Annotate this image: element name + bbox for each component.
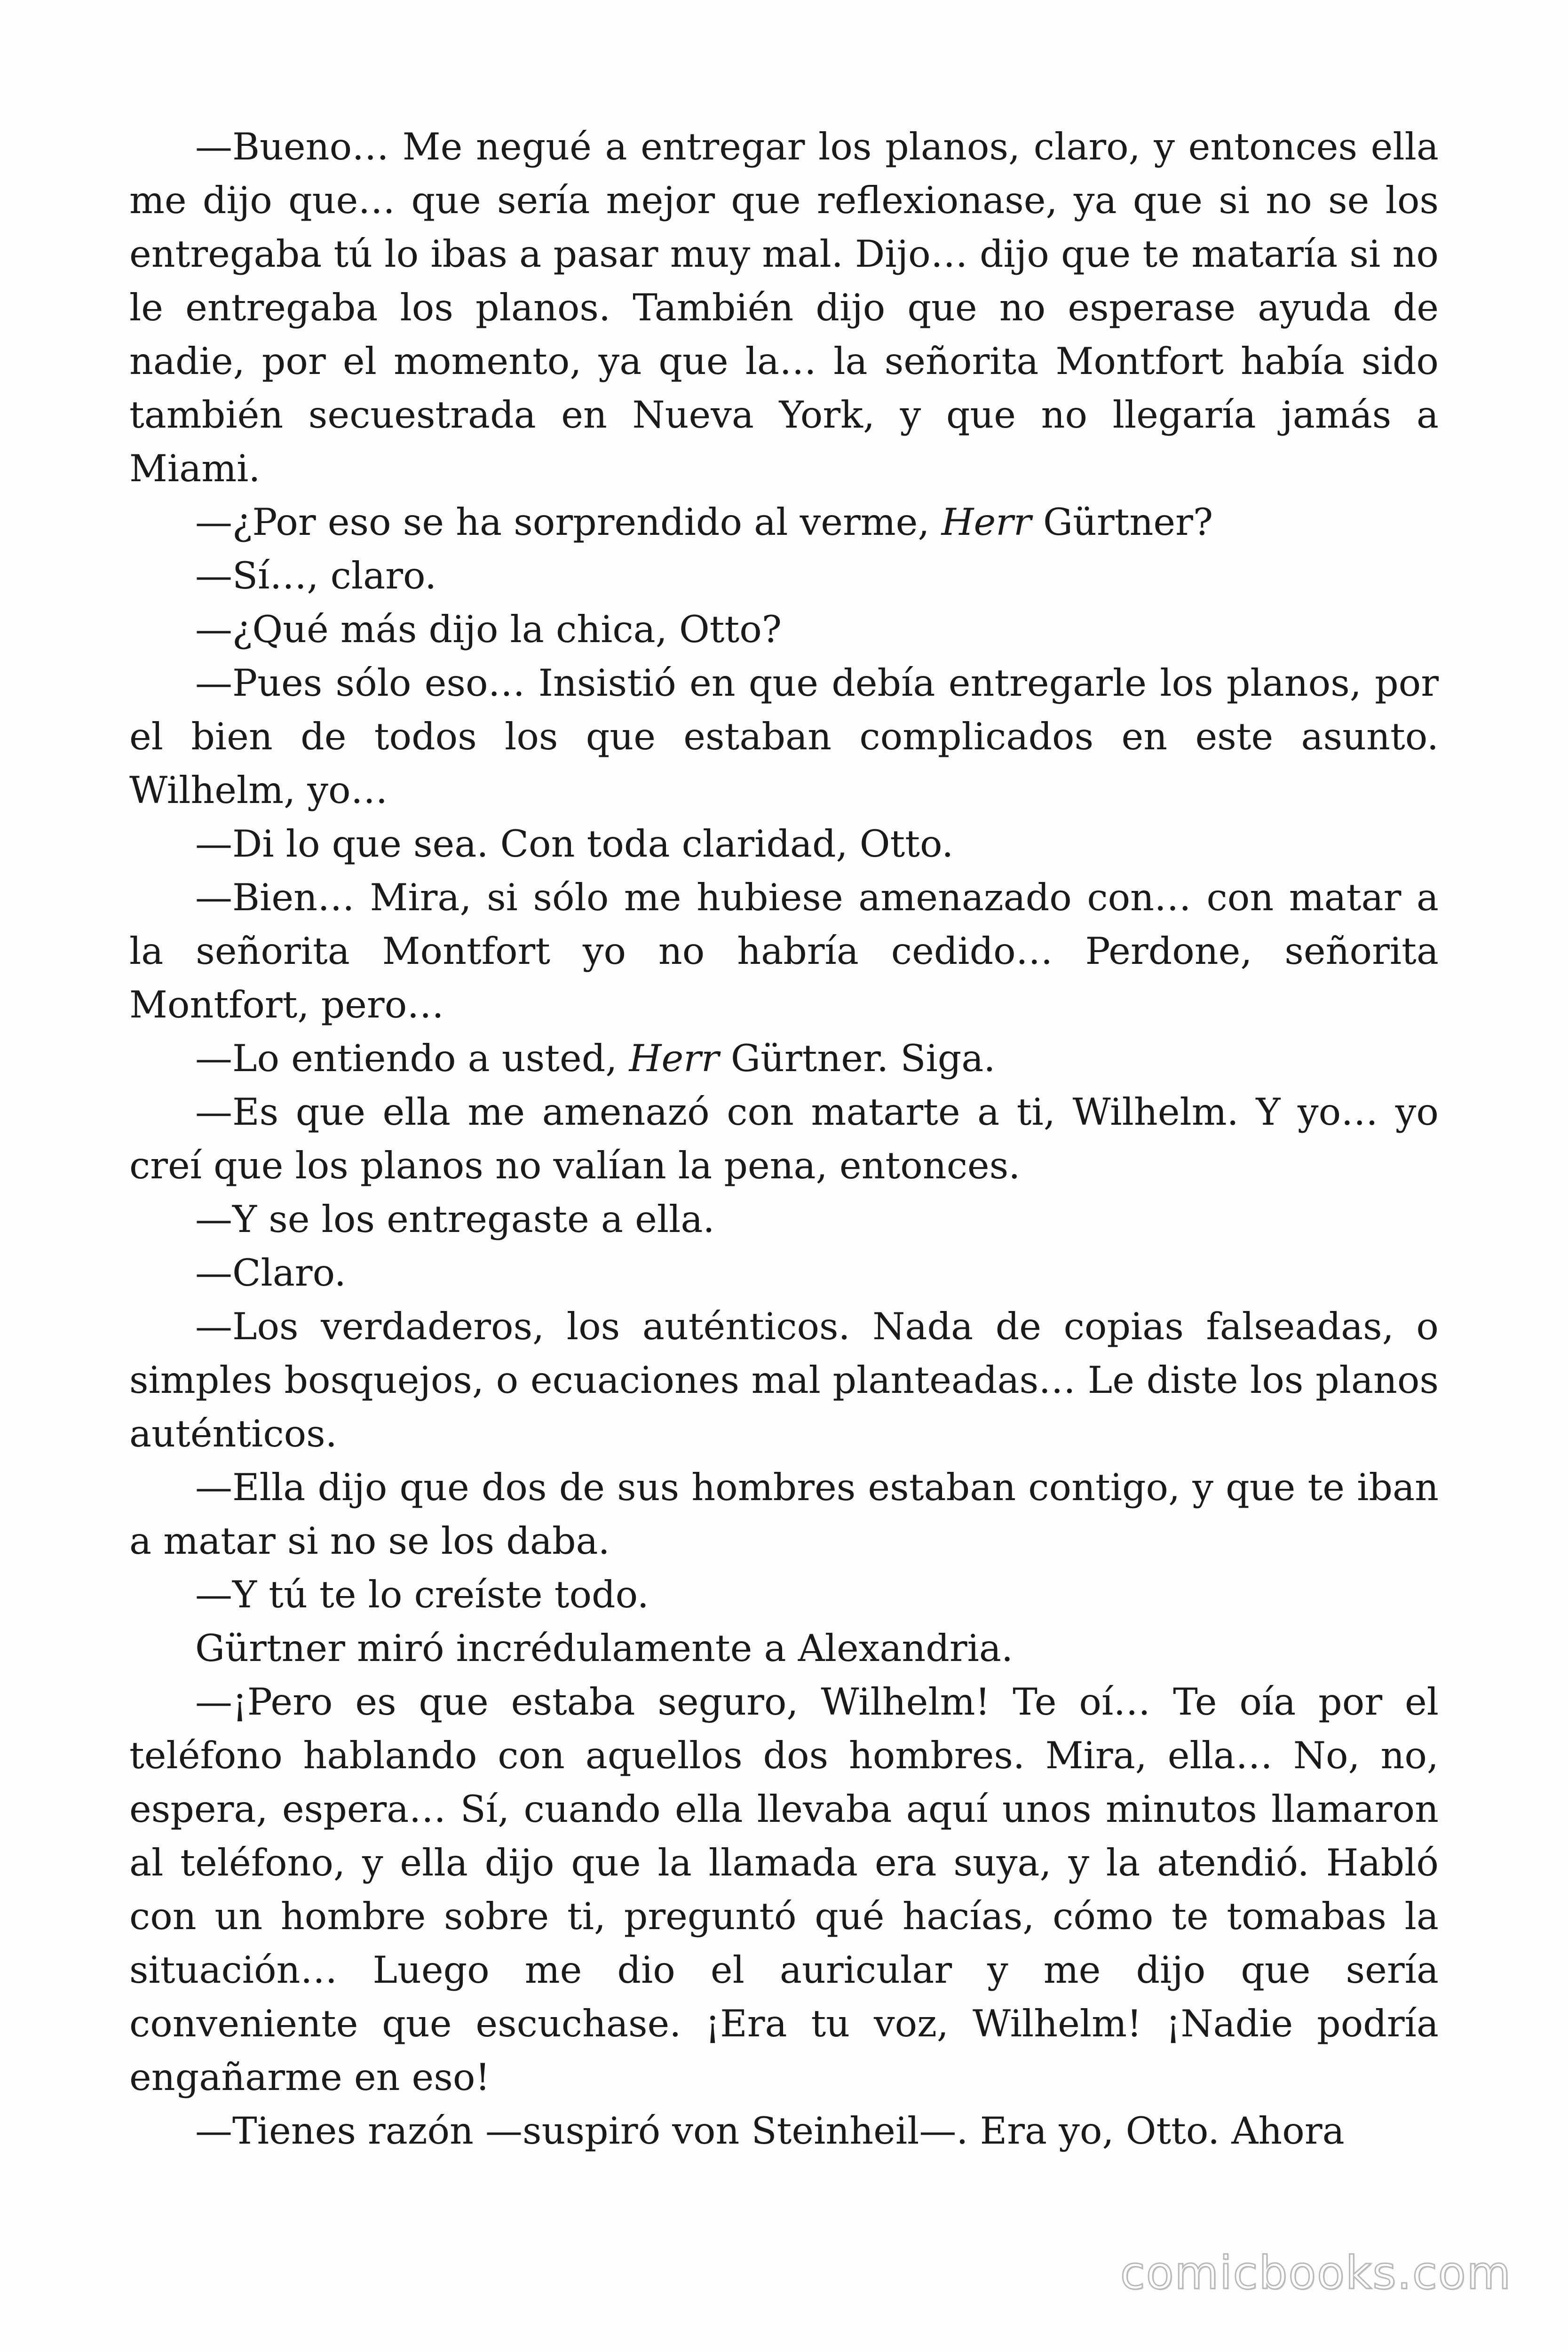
paragraph — [129, 1192, 1439, 1246]
watermark: comicbooks.com — [1120, 2247, 1512, 2299]
paragraph — [129, 549, 1439, 603]
text-run: —Y se los entregaste a ella. — [195, 1198, 715, 1241]
paragraph — [129, 1300, 1439, 1461]
paragraph — [129, 1621, 1439, 1675]
text-run: —Lo entiendo a usted, — [195, 1037, 629, 1080]
italic-text: Herr — [629, 1037, 719, 1080]
paragraph — [129, 1568, 1439, 1621]
paragraph — [129, 120, 1439, 495]
paragraph — [129, 2104, 1439, 2158]
paragraph — [129, 1032, 1439, 1085]
text-run: —Y tú te lo creíste todo. — [195, 1573, 649, 1616]
paragraph — [129, 656, 1439, 817]
page-text — [129, 120, 1439, 2158]
text-run: —Ella dijo que dos de sus hombres estaban contigo, y que te iban a matar si no se los daba. — [129, 1466, 1439, 1563]
text-run: Gürtner? — [1031, 501, 1213, 544]
text-run: —Claro. — [195, 1251, 346, 1295]
text-run: —Pues sólo eso… Insistió en que debía entregarle los planos, por el bien de todos los que estaban complicados en este asunto. Wilhelm, yo… — [129, 661, 1439, 812]
text-run: —Sí…, claro. — [195, 554, 437, 597]
text-run: —¿Qué más dijo la chica, Otto? — [195, 608, 782, 651]
text-run: —Tienes razón —suspiró von Steinheil—. Era yo, Otto. Ahora — [195, 2109, 1345, 2153]
text-run: —¡Pero es que estaba seguro, Wilhelm! Te oí… Te oía por el teléfono hablando con aquellos dos hombres. Mira, ella… No, no, espera, espera… Sí, cuando ella llevaba aquí unos minutos llamaron al teléfono, y ella dijo que la llamada era suya, y la atendió. Habló con un hombre sobre ti, preguntó qué hacías, cómo te tomabas la situación… Luego me dio el auricular y me dijo que sería conveniente que escuchase. ¡Era tu voz, Wilhelm! ¡Nadie podría engañarme en eso! — [129, 1680, 1439, 2099]
paragraph — [129, 495, 1439, 549]
text-run: —Di lo que sea. Con toda claridad, Otto. — [195, 822, 954, 866]
text-run: Gürtner. Siga. — [719, 1037, 996, 1080]
text-run: —Los verdaderos, los auténticos. Nada de copias falseadas, o simples bosquejos, o ecuaciones mal planteadas… Le diste los planos auténticos. — [129, 1305, 1439, 1455]
text-run: Gürtner miró incrédulamente a Alexandria. — [195, 1627, 1014, 1670]
text-run: —Bueno… Me negué a entregar los planos, claro, y entonces ella me dijo que… que sería mejor que reflexionase, ya que si no se los entregaba tú lo ibas a pasar muy mal. Dijo… dijo que te mataría si no le entregaba los planos. También dijo que no esperase ayuda de nadie, por el momento, ya que la… la señorita Montfort había sido también secuestrada en Nueva York, y que no llegaría jamás a Miami. — [129, 125, 1439, 490]
italic-text: Herr — [941, 501, 1031, 544]
text-run: —Bien… Mira, si sólo me hubiese amenazado con… con matar a la señorita Montfort yo no habría cedido… Perdone, señorita Montfort, pero… — [129, 876, 1439, 1026]
paragraph — [129, 817, 1439, 871]
paragraph — [129, 603, 1439, 656]
paragraph — [129, 1246, 1439, 1300]
paragraph — [129, 1461, 1439, 1568]
paragraph — [129, 1085, 1439, 1192]
paragraph — [129, 871, 1439, 1032]
paragraph — [129, 1675, 1439, 2104]
text-run: —Es que ella me amenazó con matarte a ti, Wilhelm. Y yo… yo creí que los planos no valían la pena, entonces. — [129, 1090, 1439, 1187]
text-run: —¿Por eso se ha sorprendido al verme, — [195, 501, 942, 544]
